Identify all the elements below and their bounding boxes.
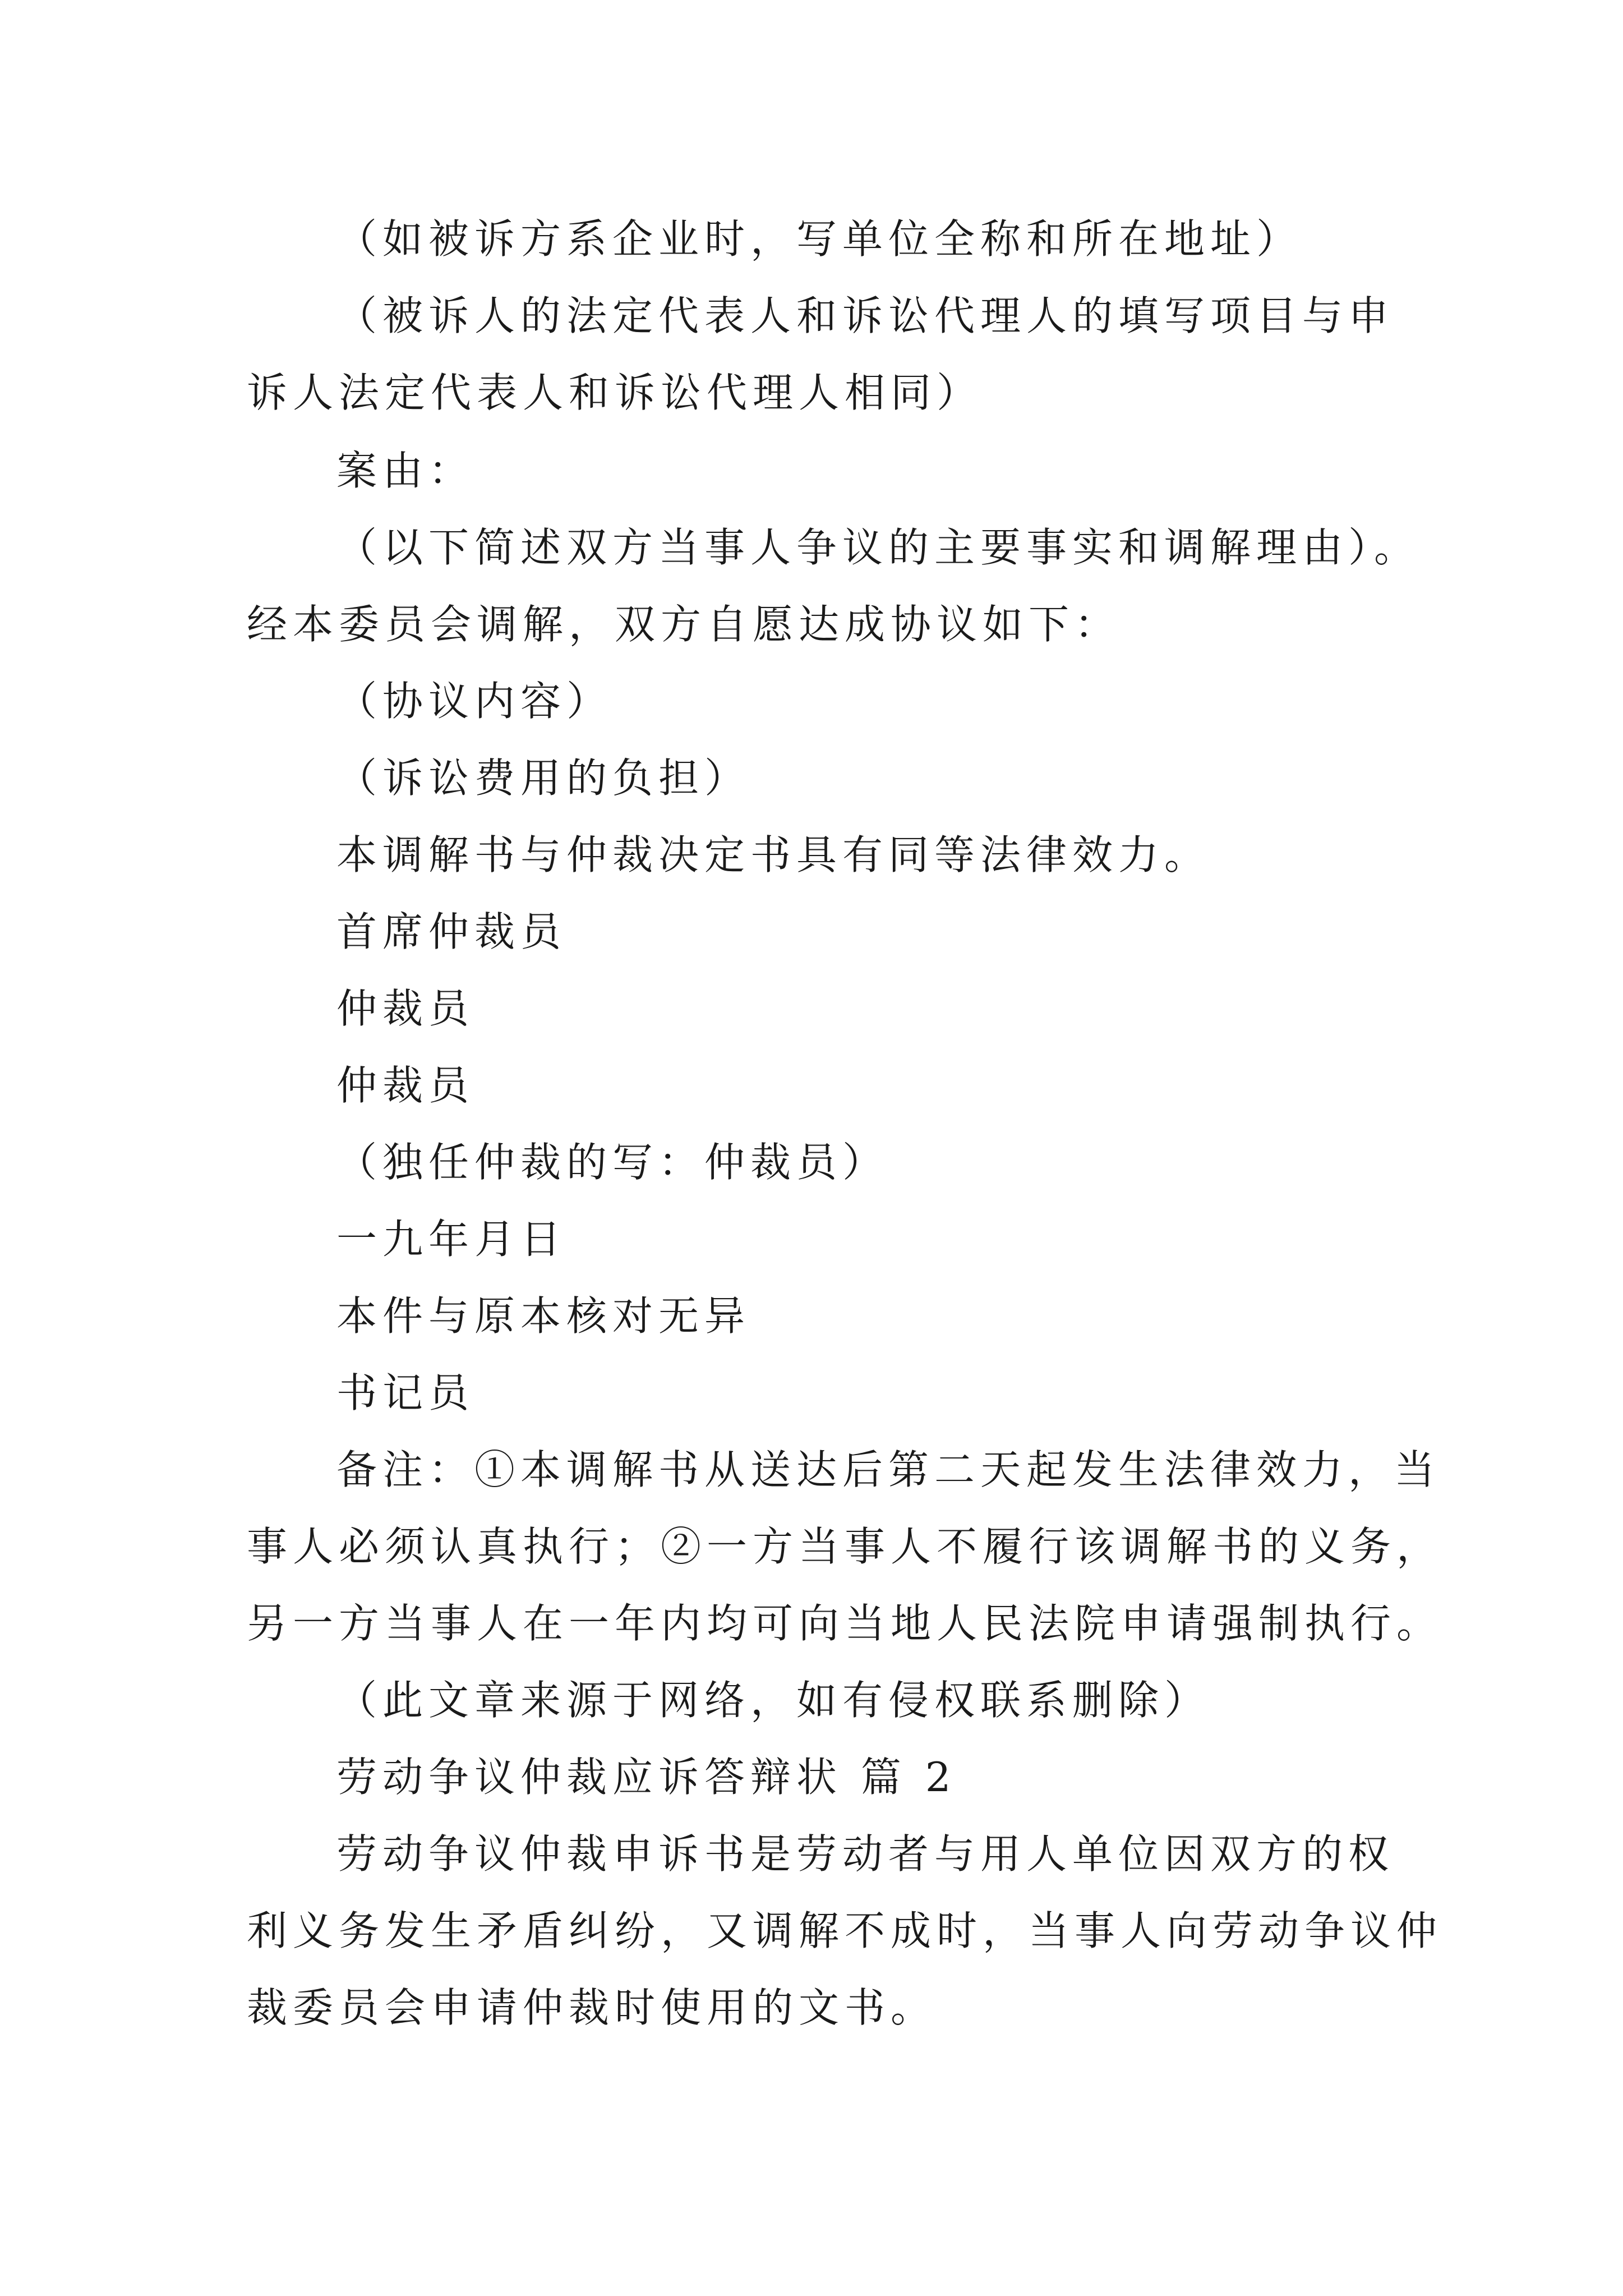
text-line: 本件与原本核对无异 [336,1292,751,1340]
text-line: 裁委员会申请仲裁时使用的文书。 [247,1984,937,2031]
text-line: 诉人法定代表人和诉讼代理人相同） [247,369,983,416]
text-line: （以下简述双方当事人争议的主要事实和调解理由）。 [336,524,1421,571]
text-line: （此文章来源于网络，如有侵权联系删除） [336,1677,1211,1724]
text-line: 书记员 [336,1369,475,1416]
text-line: （独任仲裁的写：仲裁员） [336,1139,889,1186]
text-line: 经本委员会调解，双方自愿达成协议如下： [247,601,1121,648]
text-line: （诉讼费用的负担） [336,754,751,802]
text-line: 本调解书与仲裁决定书具有同等法律效力。 [336,831,1211,878]
text-line: 事人必须认真执行；②一方当事人不履行该调解书的义务， [247,1523,1443,1570]
text-line: 仲裁员 [336,985,475,1032]
text-line: 仲裁员 [336,1062,475,1109]
text-line: 首席仲裁员 [336,908,567,955]
text-line: 劳动争议仲裁申诉书是劳动者与用人单位因双方的权 [336,1830,1395,1878]
text-line: （被诉人的法定代表人和诉讼代理人的填写项目与申 [336,292,1395,339]
text-line: （如被诉方系企业时，写单位全称和所在地址） [336,215,1303,263]
text-line: 案由： [336,447,475,494]
text-line: 劳动争议仲裁应诉答辩状 篇 2 [336,1754,957,1801]
text-line: （协议内容） [336,678,613,725]
text-line: 利义务发生矛盾纠纷，又调解不成时，当事人向劳动争议仲 [247,1907,1443,1954]
text-line: 另一方当事人在一年内均可向当地人民法院申请强制执行。 [247,1600,1443,1647]
text-line: 一九年月日 [336,1216,567,1263]
text-line: 备注：①本调解书从送达后第二天起发生法律效力，当 [336,1446,1441,1493]
